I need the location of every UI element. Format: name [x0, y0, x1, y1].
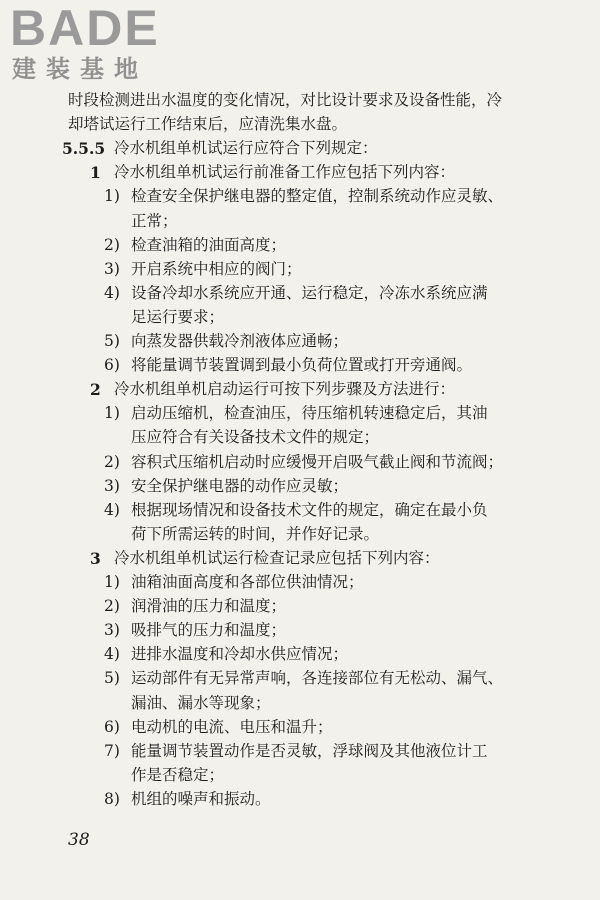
section-number: 1: [90, 163, 101, 183]
list-item-label: 3): [104, 259, 120, 278]
list-item-label: 1): [104, 573, 120, 591]
clause-number: 5.5.5: [62, 139, 106, 159]
list-item-label: 2): [104, 235, 120, 254]
list-item-label: 2): [104, 597, 120, 616]
section-number: 2: [90, 380, 101, 400]
list-item-text: 足运行要求；: [131, 307, 225, 326]
list-item-text: 检查安全保护继电器的整定值，控制系统动作应灵敏、: [131, 187, 504, 206]
list-item-text: 机组的噪声和振动。: [131, 789, 271, 808]
list-item-label: 7): [104, 741, 120, 760]
list-item-text: 运动部件有无异常声响，各连接部位有无松动、漏气、: [131, 669, 504, 688]
list-item-text: 启动压缩机，检查油压，待压缩机转速稳定后，其油: [131, 404, 488, 423]
list-item-text: 润滑油的压力和温度；: [131, 597, 287, 616]
clause-title: 冷水机组单机试运行应符合下列规定：: [114, 139, 378, 158]
list-item-text: 漏油、漏水等现象；: [131, 693, 271, 712]
list-item-label: 1): [104, 404, 120, 423]
list-item-label: 4): [104, 500, 120, 519]
section-heading: 冷水机组单机试运行检查记录应包括下列内容：: [114, 548, 440, 567]
list-item-label: 5): [104, 332, 120, 350]
list-item-text: 进排水温度和冷却水供应情况；: [131, 645, 349, 664]
section-number: 3: [90, 548, 101, 568]
logo-chinese: 建装基地: [12, 55, 148, 83]
list-item-text: 吸排气的压力和温度；: [131, 621, 287, 640]
list-item-label: 2): [104, 452, 120, 471]
list-item-text: 正常；: [131, 211, 178, 230]
list-item-text: 油箱油面高度和各部位供油情况；: [131, 573, 364, 591]
list-item-text: 根据现场情况和设备技术文件的规定，确定在最小负: [131, 500, 488, 519]
list-item-label: 6): [104, 356, 120, 375]
list-item-label: 1): [104, 187, 120, 206]
list-item-label: 5): [104, 669, 120, 688]
page-number: 38: [68, 830, 90, 850]
list-item-text: 设备冷却水系统应开通、运行稳定，冷冻水系统应满: [131, 283, 488, 302]
list-item-text: 检查油箱的油面高度；: [131, 235, 287, 254]
list-item-text: 将能量调节装置调到最小负荷位置或打开旁通阀。: [131, 356, 473, 375]
list-item-text: 荷下所需运转的时间，并作好记录。: [131, 524, 380, 543]
list-item-text: 电动机的电流、电压和温升；: [131, 717, 333, 736]
list-item-label: 6): [104, 717, 120, 736]
list-item-label: 8): [104, 789, 120, 808]
list-item-label: 3): [104, 476, 120, 495]
list-item-text: 安全保护继电器的动作应灵敏；: [131, 476, 349, 495]
section-heading: 冷水机组单机启动运行可按下列步骤及方法进行：: [114, 380, 456, 399]
list-item-label: 4): [104, 645, 120, 664]
list-item-text: 向蒸发器供载冷剂液体应通畅；: [131, 332, 349, 350]
paragraph-line: 时段检测进出水温度的变化情况，对比设计要求及设备性能，冷: [68, 91, 503, 109]
list-item-label: 4): [104, 283, 120, 302]
list-item-text: 容积式压缩机启动时应缓慢开启吸气截止阀和节流阀；: [131, 452, 504, 471]
list-item-text: 压应符合有关设备技术文件的规定；: [131, 428, 380, 447]
bade-logo: [10, 2, 185, 84]
section-heading: 冷水机组单机试运行前准备工作应包括下列内容：: [114, 163, 456, 182]
list-item-text: 能量调节装置动作是否灵敏，浮球阀及其他液位计工: [131, 741, 488, 760]
list-item-text: 作是否稳定；: [131, 765, 225, 784]
logo-word: BADE: [10, 0, 160, 56]
list-item-label: 3): [104, 621, 120, 640]
list-item-text: 开启系统中相应的阀门；: [131, 259, 302, 278]
paragraph-line: 却塔试运行工作结束后，应清洗集水盘。: [68, 115, 348, 134]
